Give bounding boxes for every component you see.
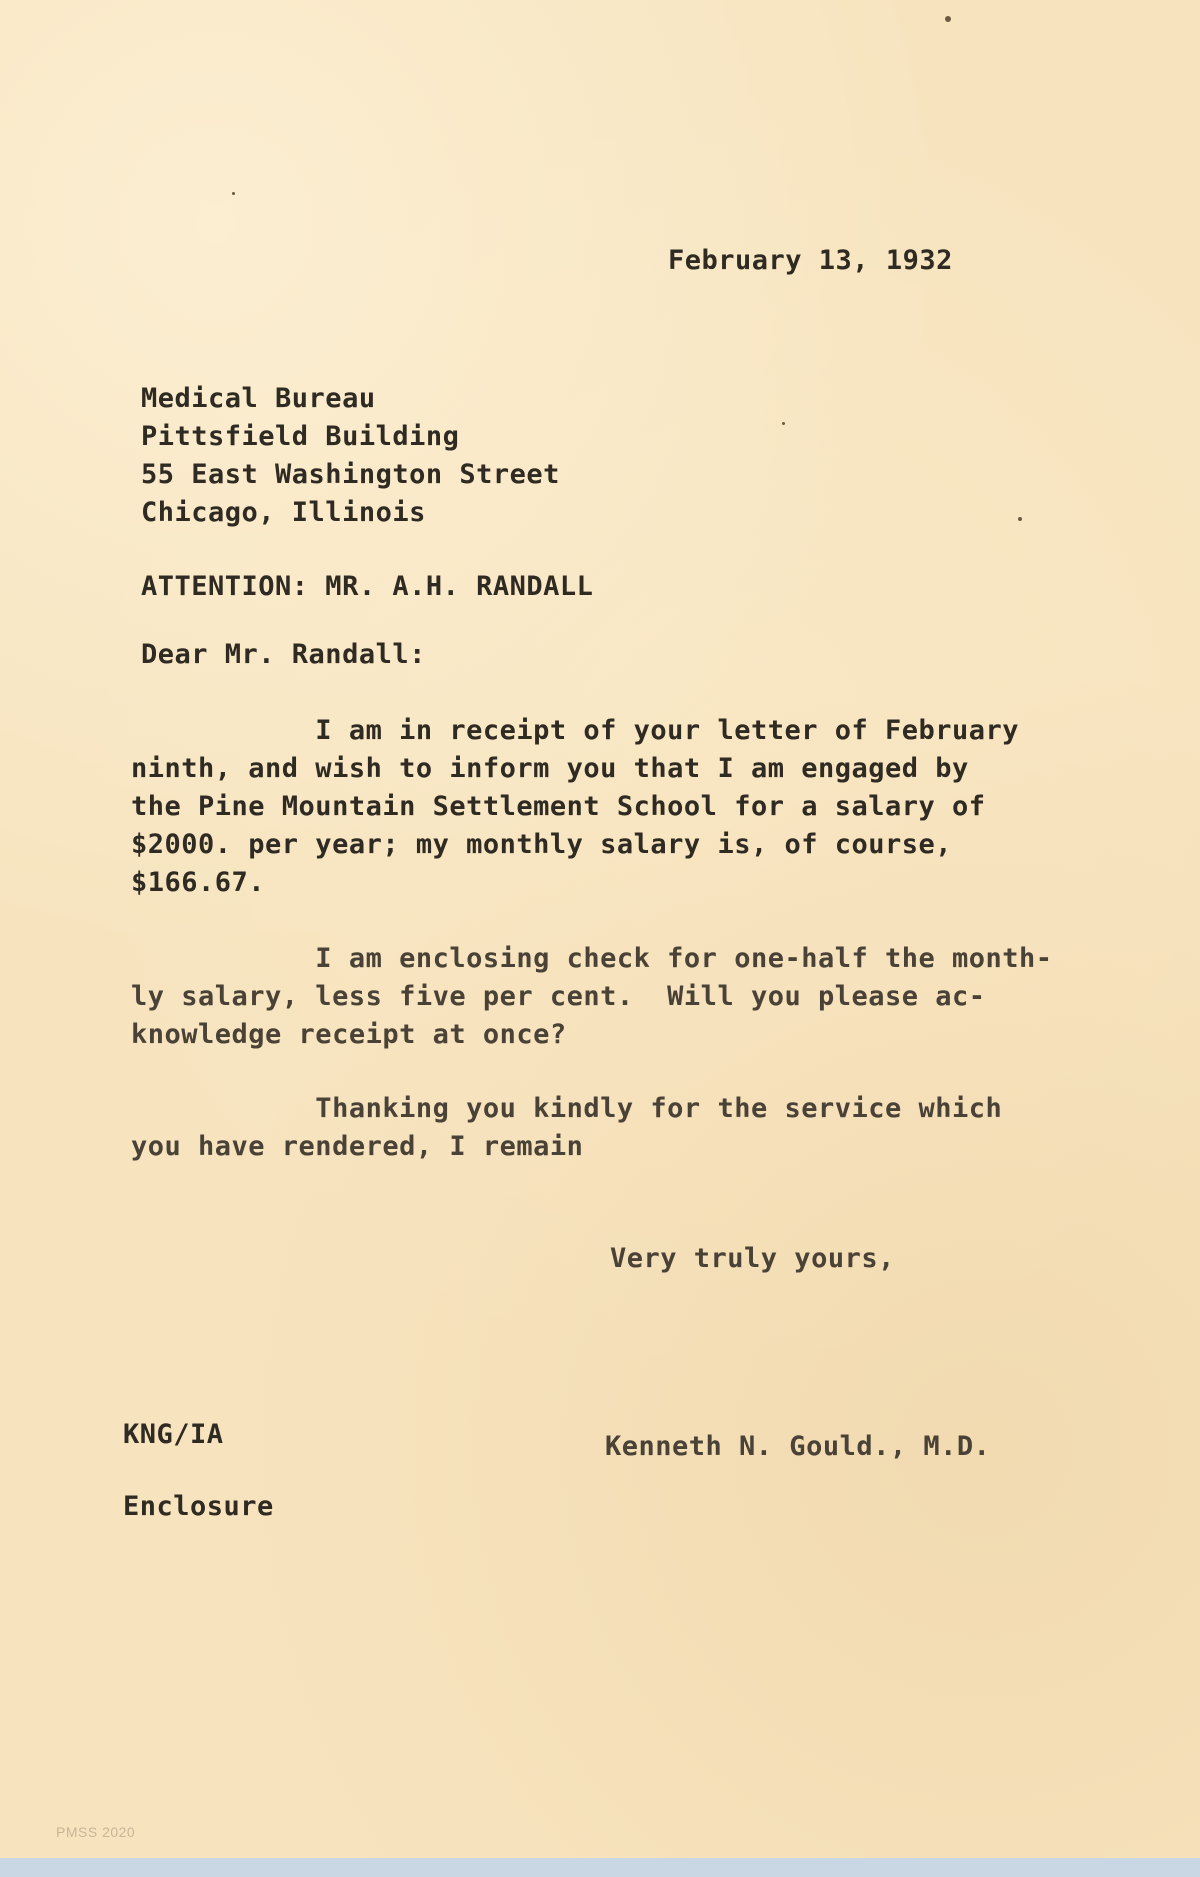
body-paragraph-2: I am enclosing check for one-half the month- ly salary, less five per cent. Will you please ac- knowledge receipt at once?	[131, 943, 1053, 1050]
body-paragraph-1: I am in receipt of your letter of February ninth, and wish to inform you that I am engaged by the Pine Mountain Settlement School for a salary of $2000. per year; my monthly salary is, of course, $166.67.	[131, 715, 1020, 898]
attention-line: ATTENTION: MR. A.H. RANDALL	[141, 571, 594, 602]
enclosure-note: Enclosure	[123, 1491, 274, 1522]
scan-bottom-edge	[0, 1858, 1200, 1877]
recipient-city: Chicago, Illinois	[141, 497, 426, 528]
paper-speck	[945, 16, 951, 22]
letter-date: February 13, 1932	[668, 245, 953, 276]
paper-speck	[1018, 517, 1022, 521]
closing: Very truly yours,	[610, 1243, 895, 1274]
recipient-address	[141, 380, 560, 532]
signature-block: Kenneth N. Gould., M.D.	[605, 1431, 991, 1462]
paper-speck	[782, 422, 785, 425]
body-paragraph-3: Thanking you kindly for the service which you have rendered, I remain	[131, 1093, 1003, 1162]
salutation: Dear Mr. Randall:	[141, 639, 426, 670]
paper-speck	[232, 192, 235, 195]
archive-watermark: PMSS 2020	[56, 1824, 136, 1840]
typist-initials: KNG/IA	[123, 1419, 224, 1450]
recipient-street: 55 East Washington Street	[141, 459, 560, 490]
recipient-name: Medical Bureau	[141, 383, 376, 414]
recipient-building: Pittsfield Building	[141, 421, 460, 452]
